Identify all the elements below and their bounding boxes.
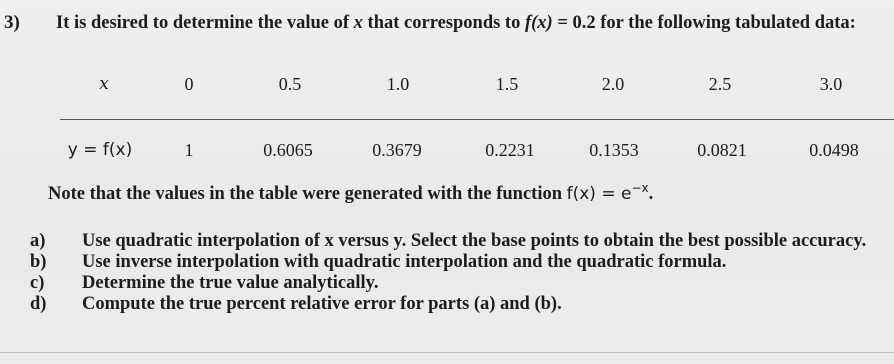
- part-text: Use quadratic interpolation of x versus y. Select the base points to obtain the best possible accuracy.: [82, 231, 867, 251]
- x-value: 3.0: [819, 74, 843, 94]
- problem-function: f(x): [524, 13, 553, 33]
- problem-number: 3): [4, 12, 20, 33]
- part-text: Compute the true percent relative error for parts (a) and (b).: [82, 294, 562, 314]
- problem-text-after: = 0.2 for the following tabulated data:: [552, 13, 856, 33]
- note-text: Note that the values in the table were generated with the function: [48, 184, 567, 205]
- x-value: 0: [184, 74, 194, 94]
- note-function: f(x) = e: [566, 184, 632, 205]
- problem-text-before: It is desired to determine the value of: [56, 13, 354, 33]
- table-row-y: [0, 140, 894, 166]
- question-parts: [20, 231, 880, 315]
- problem-variable: x: [353, 13, 363, 33]
- y-value: 0.6065: [263, 140, 313, 160]
- x-value: 2.0: [601, 74, 625, 94]
- note-exponent: −x: [631, 181, 649, 195]
- note-end: .: [648, 184, 654, 205]
- list-item: [20, 294, 880, 315]
- problem-statement: [56, 12, 876, 34]
- y-value: 1: [184, 140, 194, 160]
- list-item: [20, 273, 880, 294]
- x-value: 1.0: [386, 74, 410, 94]
- part-letter: a): [30, 231, 46, 251]
- x-label: x: [99, 74, 109, 94]
- part-text: Use inverse interpolation with quadratic interpolation and the quadratic formula.: [82, 252, 727, 272]
- y-value: 0.3679: [372, 140, 422, 160]
- part-letter: b): [30, 252, 47, 272]
- y-value: 0.0498: [809, 140, 859, 160]
- x-value: 1.5: [495, 74, 519, 94]
- y-label: y = f(x): [67, 140, 133, 160]
- page-edge-divider: [0, 352, 894, 353]
- x-value: 2.5: [708, 74, 732, 94]
- list-item: [20, 252, 880, 273]
- table-row-x: [0, 74, 894, 100]
- y-value: 0.2231: [485, 140, 535, 160]
- x-value: 0.5: [278, 74, 302, 94]
- function-note: [48, 181, 653, 205]
- part-text: Determine the true value analytically.: [82, 273, 379, 293]
- part-letter: d): [30, 294, 47, 314]
- y-value: 0.1353: [589, 140, 639, 160]
- list-item: [20, 231, 880, 252]
- problem-text-middle: that corresponds to: [362, 13, 525, 33]
- table-divider: [60, 119, 894, 120]
- y-value: 0.0821: [697, 140, 747, 160]
- part-letter: c): [30, 273, 45, 293]
